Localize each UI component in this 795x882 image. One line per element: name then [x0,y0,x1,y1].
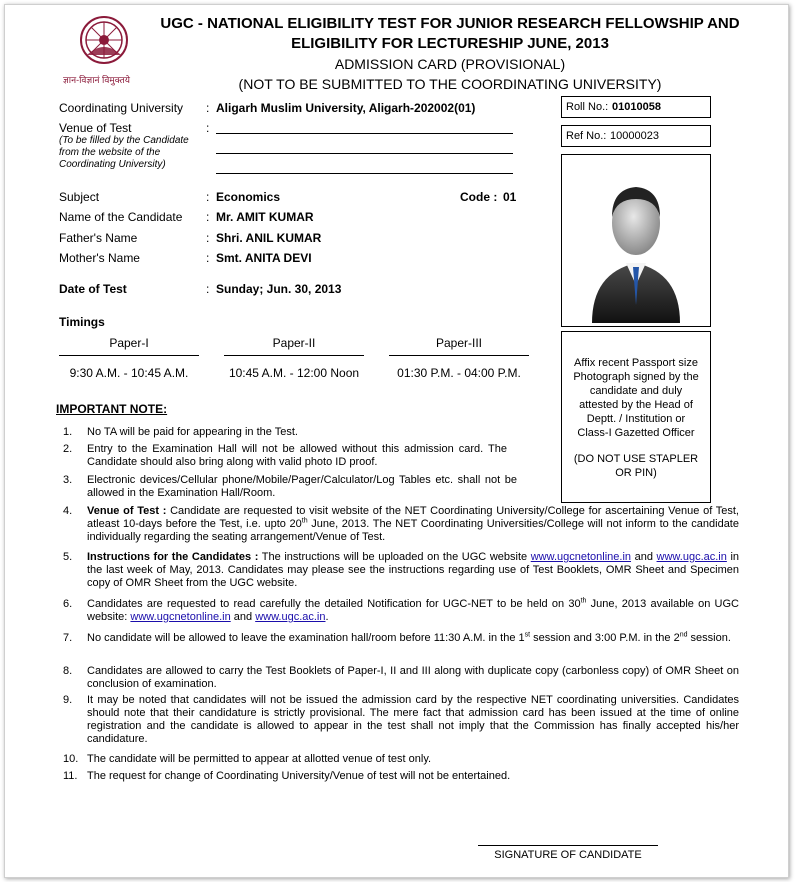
note-6-sup: th [580,597,587,605]
note-7-text-c: session. [687,632,731,644]
note-number: 2. [63,443,73,455]
paper-2-time: 10:45 A.M. - 12:00 Noon [228,366,360,380]
title-line-2: ELIGIBILITY FOR LECTURESHIP JUNE, 2013 [291,35,609,52]
note-number: 6. [63,598,73,610]
admission-card [4,4,789,878]
note-number: 3. [63,474,73,486]
mother-name-label: Mother's Name [59,251,140,265]
note-4 [87,505,739,544]
note-5-text-a: The instructions will be uploaded on the UGC website [258,551,531,563]
note-7-sup-1: st [524,631,531,639]
roll-number-value: 01010058 [612,101,661,113]
ref-number-box [561,125,711,147]
note-4-sup: th [301,517,308,525]
paper-1-heading: Paper-I [109,336,149,350]
not-to-be-submitted-note: (NOT TO BE SUBMITTED TO THE COORDINATING UNIVERSITY) [238,76,662,92]
colon: : [206,121,210,135]
affix-line-6: Class-I Gazetted Officer [577,427,695,439]
note-6-text-b: June, 2013 available on UGC website: [87,598,739,623]
venue-line-1 [216,133,513,134]
ref-number-label: Ref No.: [566,130,607,142]
note-7-text-a: No candidate will be allowed to leave the examination hall/room before 11:30 A.M. in the 1 [87,632,525,644]
colon: : [206,282,210,296]
venue-note-1: (To be filled by the Candidate [59,135,189,146]
paper-1-time: 9:30 A.M. - 10:45 A.M. [69,366,189,380]
signature-label: SIGNATURE OF CANDIDATE [494,849,642,861]
venue-note-2: from the website of the [59,147,161,158]
subject-label: Subject [59,190,100,204]
note-10: The candidate will be permitted to appear at allotted venue of test only. [87,753,432,765]
note-3: Electronic devices/Cellular phone/Mobile/Pager/Calculator/Log Tables etc. shall not be allowed in the Examination Hall/Room. [87,474,517,499]
paper-3-heading: Paper-III [435,336,483,350]
date-of-test-label: Date of Test [59,282,127,296]
ugc-ac-in-link[interactable]: www.ugc.ac.in [255,611,326,623]
colon: : [206,190,210,204]
affix-line-8: OR PIN) [615,467,657,479]
affix-photo-instructions [561,331,711,503]
candidate-name-value: Mr. AMIT KUMAR [216,210,314,224]
ref-number-value: 10000023 [610,130,659,142]
ugc-ac-in-link[interactable]: www.ugc.ac.in [656,551,727,563]
note-6-end: . [325,611,329,623]
affix-line-1: Affix recent Passport size [574,357,698,369]
candidate-name-label: Name of the Candidate [59,210,183,224]
note-number: 8. [63,665,73,677]
note-number: 1. [63,426,73,438]
venue-label: Venue of Test [59,121,132,135]
colon: : [206,210,210,224]
ugcnetonline-link[interactable]: www.ugcnetonline.in [130,611,231,623]
father-name-value: Shri. ANIL KUMAR [216,231,322,245]
paper-1-rule [59,355,199,356]
title-line-1: UGC - NATIONAL ELIGIBILITY TEST FOR JUNIOR RESEARCH FELLOWSHIP AND [160,15,740,32]
note-5-text-b: in the last week of May, 2013. Candidates may please see the instructions regarding use of Test Booklets, OMR Sheet and Specimen copy of OMR Sheet from the UGC website. [87,551,740,589]
code-value: 01 [503,190,517,204]
signature-line [478,845,658,846]
note-5-and: and [631,551,657,563]
venue-note-3: Coordinating University) [59,159,166,170]
roll-number-label: Roll No.: [566,101,609,113]
affix-line-4: attested by the Head of [579,399,693,411]
roll-number-box [561,96,711,118]
note-6-and: and [230,611,256,623]
note-6-text-a: Candidates are requested to read carefully the detailed Notification for UGC-NET to be held on 30 [87,598,581,610]
note-1: No TA will be paid for appearing in the Test. [87,426,298,438]
ugc-logo [57,15,157,91]
note-4-text-a: Candidate are requested to visit website of the NET Coordinating University/College for ascertaining Venue of Test, atleast 10-days before the Test, i.e. upto 20 [87,505,739,530]
note-number: 9. [63,694,73,706]
note-number: 5. [63,551,73,563]
note-4-text-b: June, 2013. The NET Coordinating Universities/College will not inform to the candidate individually regarding the seating arrangement/Venue of Test. [87,518,739,543]
timings-label: Timings [59,315,105,329]
mother-name-value: Smt. ANITA DEVI [216,251,312,265]
note-6 [87,598,739,624]
candidate-photo [561,154,711,327]
venue-line-2 [216,153,513,154]
subject-value: Economics [216,190,281,204]
date-of-test-value: Sunday; Jun. 30, 2013 [216,282,342,296]
paper-2-rule [224,355,364,356]
father-name-label: Father's Name [59,231,138,245]
note-9: It may be noted that candidates will not be issued the admission card by the respective NET coordinating universities. Candidates should note that their candidature is strictly provisional. The mere fact that admission card has been issued at the time of online registration and the candidate is allowed to appear in the test shall not imply that the Commission has finally accepted his/her candidature. [87,694,739,745]
note-number: 7. [63,632,73,644]
note-5 [87,551,739,590]
ugcnetonline-link[interactable]: www.ugcnetonline.in [530,551,632,563]
note-number: 11. [63,770,78,782]
affix-line-7: (DO NOT USE STAPLER [573,453,699,465]
affix-line-2: Photograph signed by the [573,371,699,383]
coordinating-university-label: Coordinating University [59,101,184,115]
person-silhouette-icon [562,155,710,326]
important-note-heading: IMPORTANT NOTE: [56,402,168,416]
note-number: 10. [63,753,79,765]
note-4-title: Venue of Test : [87,505,167,517]
coordinating-university-value: Aligarh Muslim University, Aligarh-202002(01) [216,101,476,115]
note-8: Candidates are allowed to carry the Test Booklets of Paper-I, II and III along with duplicate copy (carbonless copy) of OMR Sheet on conclusion of examination. [87,665,739,690]
logo-motto: ज्ञान-विज्ञानं विमुक्तये [63,75,130,85]
note-number: 4. [63,505,73,517]
paper-3-time: 01:30 P.M. - 04:00 P.M. [397,366,521,380]
venue-line-3 [216,173,513,174]
note-7 [87,632,739,645]
admission-card-subtitle: ADMISSION CARD (PROVISIONAL) [334,56,566,72]
paper-2-heading: Paper-II [272,336,316,350]
code-label: Code : [460,190,498,204]
colon: : [206,251,210,265]
note-11: The request for change of Coordinating University/Venue of test will not be entertained. [87,770,511,782]
note-7-sup-2: nd [679,631,688,639]
colon: : [206,101,210,115]
note-7-text-b: session and 3:00 P.M. in the 2 [530,632,680,644]
note-2: Entry to the Examination Hall will not be allowed without this admission card. The Candidate should also bring along with valid photo ID proof. [87,443,507,468]
paper-3-rule [389,355,529,356]
affix-line-3: candidate and duly [589,385,683,397]
affix-line-5: Deptt. / Institution or [586,413,686,425]
note-5-title: Instructions for the Candidates : [87,551,259,563]
colon: : [206,231,210,245]
